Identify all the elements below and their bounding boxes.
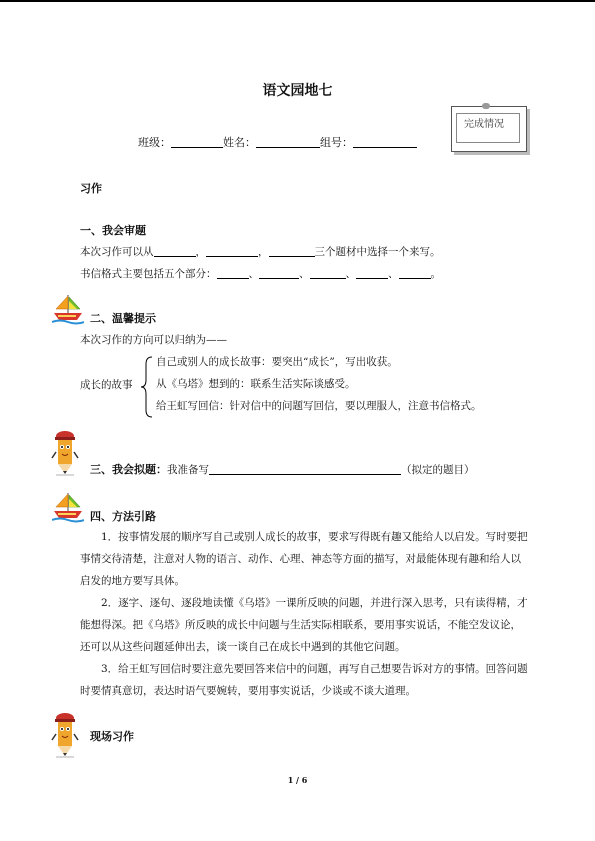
method-paragraph-1: 1．按事情发展的顺序写自己或别人成长的故事，要求写得既有趣又能给人以启发。写时要把事情交待清楚，注意对人物的语言、动作、心理、神态等方面的描写，对最能体现有趣和给人以启发的地方要写具体。	[80, 531, 528, 587]
section3-line: 三、我会拟题：我准备写 （拟定的题目）	[90, 463, 475, 476]
pencil-character-icon	[50, 710, 80, 760]
sailboat-icon	[52, 490, 84, 524]
letter-part-blank-4[interactable]	[356, 266, 388, 279]
pin-icon	[482, 103, 490, 109]
tip-item-1: 自己或别人的成长故事：要突出“成长”，写出收获。	[156, 356, 398, 368]
tip-item-2: 从《乌塔》想到的：联系生活实际谈感受。	[156, 378, 356, 390]
method-paragraph-3: 3．给王虹写回信时要注意先要回答来信中的问题，再写自己想要告诉对方的事情。回答问题时要情真意切，表达时语气要婉转，要用事实说话，少谈或不谈大道理。	[80, 663, 528, 697]
section3-heading: 三、我会拟题：	[90, 463, 167, 476]
class-blank[interactable]	[171, 135, 223, 148]
section4-heading: 四、方法引路	[90, 510, 156, 523]
section5-heading: 现场习作	[90, 730, 134, 743]
completion-badge	[451, 106, 527, 152]
section1-heading: 一、我会审题	[80, 224, 146, 237]
section1-line1: 本次习作可以从 ， ， 三个题材中选择一个来写。	[80, 246, 441, 258]
topic-blank-2[interactable]	[206, 244, 258, 257]
name-label: 姓名：	[223, 136, 256, 149]
section2-heading: 二、温馨提示	[90, 312, 156, 325]
section2-intro: 本次习作的方向可以归纳为——	[80, 334, 227, 346]
student-info-row	[138, 134, 417, 150]
name-blank[interactable]	[256, 135, 320, 148]
section1-line2: 书信格式主要包括五个部分： 、 、 、 、 。	[80, 268, 441, 280]
top-rule	[0, 0, 595, 2]
title-blank[interactable]	[209, 462, 401, 475]
tip-item-3: 给王虹写回信：针对信中的问题写回信，要以理服人，注意书信格式。	[156, 400, 482, 412]
sailboat-icon	[52, 292, 84, 326]
topic-blank-3[interactable]	[269, 244, 315, 257]
group-label: 组号：	[320, 136, 353, 149]
page-title: 语文园地七	[262, 83, 333, 99]
letter-part-blank-1[interactable]	[217, 266, 249, 279]
topic-blank-1[interactable]	[154, 244, 196, 257]
badge-label: 完成情况	[464, 119, 504, 130]
pencil-character-icon	[50, 428, 80, 478]
group-blank[interactable]	[353, 135, 417, 148]
method-paragraph-2: 2．逐字、逐句、逐段地读懂《乌塔》一课所反映的问题，并进行深入思考，只有读得精，才能想得深。把《乌塔》所反映的成长中问题与生活实际相联系，要用事实说话，不能空发议论，还可以从这些问题延伸出去，谈一谈自己在成长中遇到的其他它问题。	[80, 597, 528, 653]
letter-part-blank-5[interactable]	[399, 266, 431, 279]
letter-part-blank-2[interactable]	[259, 266, 299, 279]
brace-label: 成长的故事	[80, 379, 133, 391]
class-label: 班级：	[138, 136, 171, 149]
letter-part-blank-3[interactable]	[310, 266, 346, 279]
curly-brace-icon	[140, 356, 154, 418]
section-xizuo: 习作	[80, 182, 102, 195]
page-number: 1 / 6	[287, 775, 308, 785]
